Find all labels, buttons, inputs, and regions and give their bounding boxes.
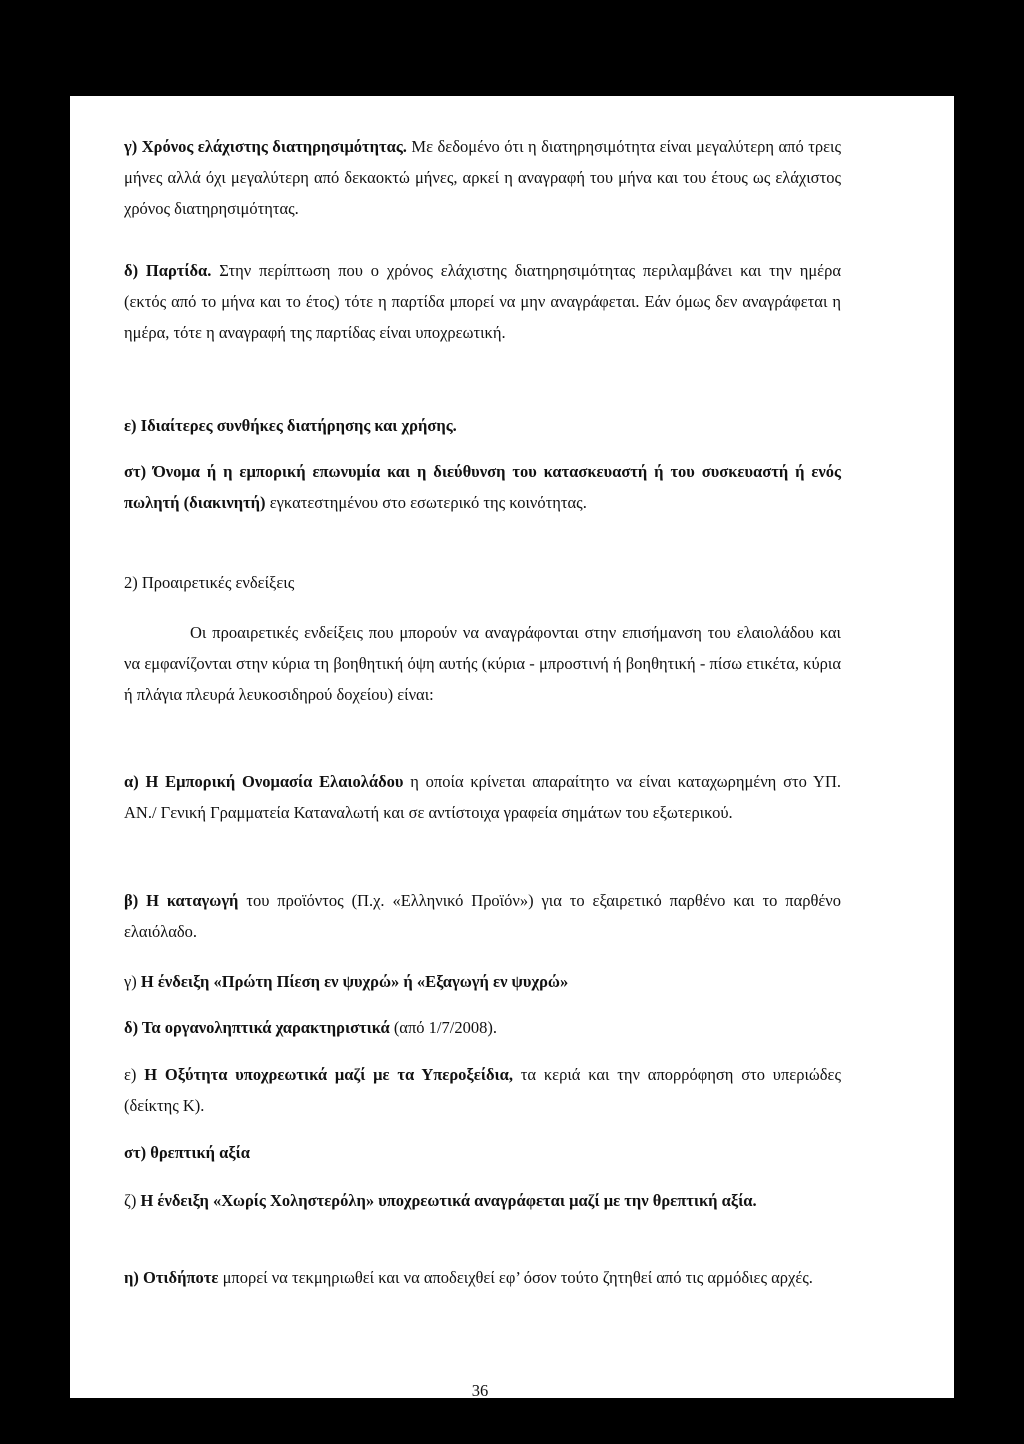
paragraph-b: β) Η καταγωγή του προϊόντος (Π.χ. «Ελληνικό Προϊόν») για το εξαιρετικό παρθένο και το παρθένο ελαιόλαδο. xyxy=(124,891,841,941)
paragraph-d2: δ) Τα οργανοληπτικά χαρακτηριστικά (από 1/7/2008). xyxy=(124,1018,497,1037)
paragraph-d: δ) Παρτίδα. Στην περίπτωση που ο χρόνος ελάχιστης διατηρησιμότητας περιλαμβάνει και την ημέρα (εκτός από το μήνα και το έτος) τότε η παρτίδα μπορεί να μην αναγράφεται. Εάν όμως δεν αναγράφεται η ημέρα, τότε η αναγραφή της παρτίδας είναι υποχρεωτική. xyxy=(124,261,841,342)
paragraph-st: στ) Όνομα ή η εμπορική επωνυμία και η διεύθυνση του κατασκευαστή ή του συσκευαστή ή ενός πωλητή (διακινητή) εγκατεστημένου στο εσωτερικό της κοινότητας. xyxy=(124,462,841,512)
heading-optional: 2) Προαιρετικές ενδείξεις xyxy=(124,573,295,592)
paragraph-h: η) Οτιδήποτε μπορεί να τεκμηριωθεί και να αποδειχθεί εφ’ όσον τούτο ζητηθεί από τις αρμόδιες αρχές. xyxy=(124,1268,813,1287)
paragraph-a: α) Η Εμπορική Ονομασία Ελαιολάδου η οποία κρίνεται απαραίτητο να είναι καταχωρημένη στο ΥΠ. ΑΝ./ Γενική Γραμματεία Καταναλωτή και σε αντίστοιχα γραφεία σημάτων του εξωτερικού. xyxy=(124,772,841,822)
paragraph-g: γ) Χρόνος ελάχιστης διατηρησιμότητας. Με δεδομένο ότι η διατηρησιμότητα είναι μεγαλύτερη από τρεις μήνες αλλά όχι μεγαλύτερη από δεκαοκτώ μήνες, αρκεί η αναγραφή του μήνα και του έτους ως ελάχιστος χρόνος διατηρησιμότητας. xyxy=(124,137,841,218)
paragraph-st2: στ) θρεπτική αξία xyxy=(124,1143,250,1162)
page-number: 36 xyxy=(471,1381,489,1400)
paragraph-e2: ε) Η Οξύτητα υποχρεωτικά μαζί με τα Υπεροξείδια, τα κεριά και την απορρόφηση στο υπεριώδες (δείκτης Κ). xyxy=(124,1065,841,1115)
paragraph-e: ε) Ιδιαίτερες συνθήκες διατήρησης και χρήσης. xyxy=(124,416,457,435)
paragraph-intro: Οι προαιρετικές ενδείξεις που μπορούν να αναγράφονται στην επισήμανση του ελαιολάδου και να εμφανίζονται στην κύρια τη βοηθητική όψη αυτής (κύρια - μπροστινή ή βοηθητική - πίσω ετικέτα, κύρια ή πλάγια πλευρά λευκοσιδηρού δοχείου) είναι: xyxy=(124,623,841,704)
paragraph-g2: γ) Η ένδειξη «Πρώτη Πίεση εν ψυχρώ» ή «Εξαγωγή εν ψυχρώ» xyxy=(124,972,569,991)
paragraph-z: ζ) Η ένδειξη «Χωρίς Χοληστερόλη» υποχρεωτικά αναγράφεται μαζί με την θρεπτική αξία. xyxy=(124,1191,757,1210)
